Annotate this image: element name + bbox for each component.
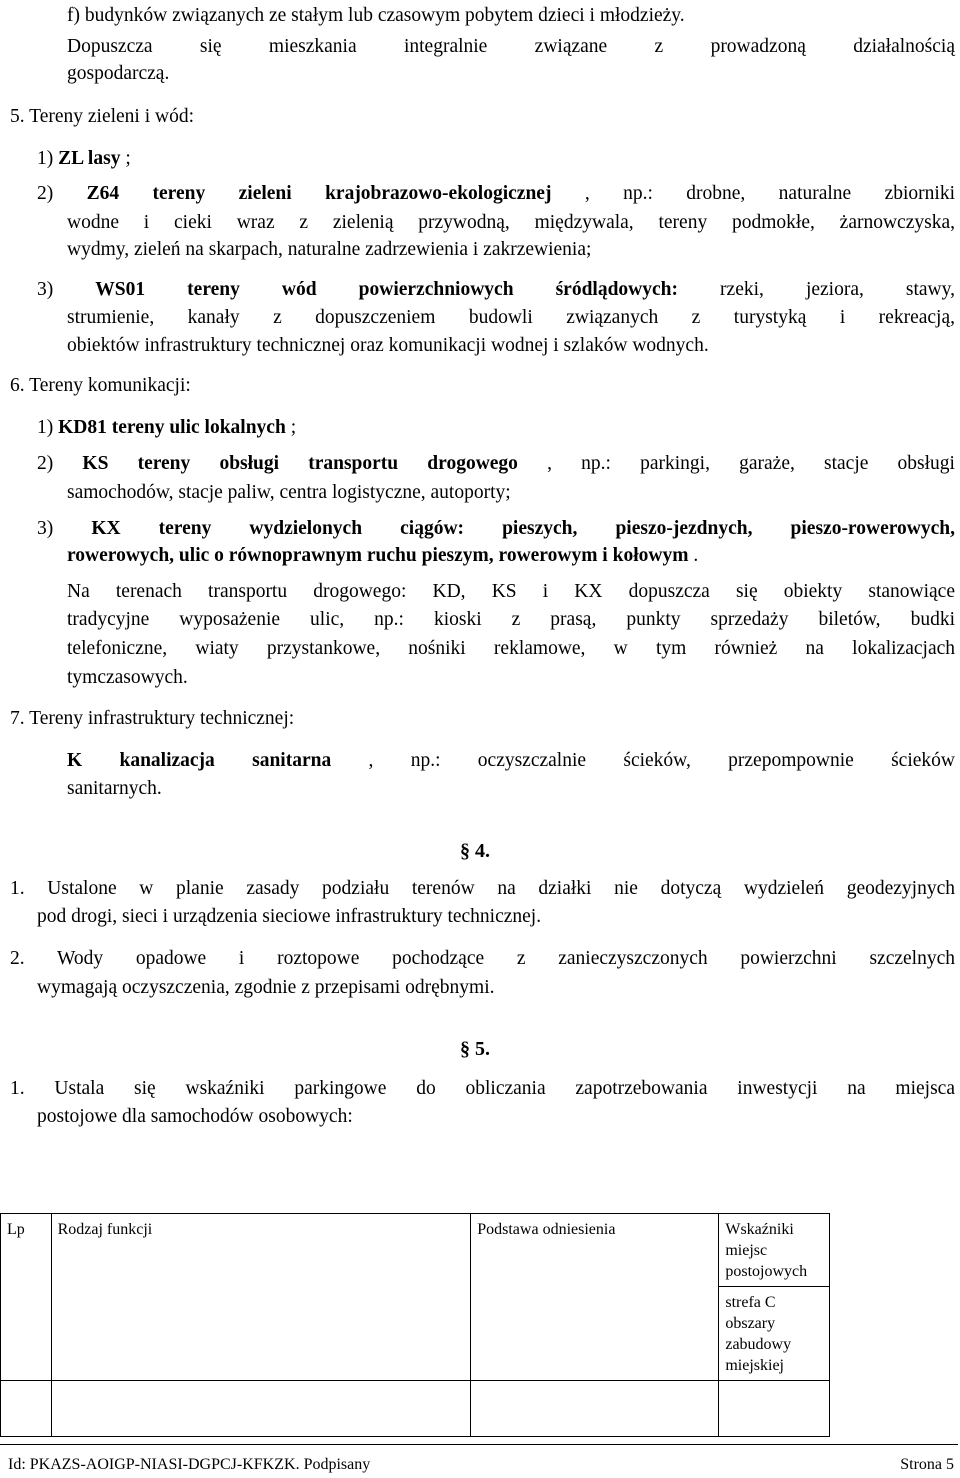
list-item [37,277,955,303]
text-line: Na terenach transportu drogowego: KD, KS i KX dopuszcza się obiekty stanowiące [67,581,955,602]
zone-code: ZL lasy [58,148,121,169]
text-line: 2. Wody opadowe i roztopowe pochodzące z zanieczyszczonych powierzchni szczelnych [10,948,955,969]
list-text: . [688,545,699,566]
text-line [67,543,698,569]
text-line: samochodów, stacje paliw, centra logistyczne, autoporty; [67,482,511,503]
list-item [37,516,955,542]
table-subheader-zone: strefa C obszary zabudowy miejskiej [719,1287,830,1381]
text-line: sanitarnych. [67,778,162,799]
zone-code: K kanalizacja sanitarna [67,750,332,771]
list-item [37,415,296,441]
list-text: , np.: drobne, naturalne zbiorniki [551,183,956,204]
list-text: rzeki, jeziora, stawy, [678,279,956,300]
list-item [67,748,955,774]
list-number: 1) [37,148,59,169]
text-line: 1. Ustala się wskaźniki parkingowe do obliczania zapotrzebowania inwestycji na miejsca [10,1078,955,1099]
zone-code: WS01 tereny wód powierzchniowych śródlądowych: [95,279,679,300]
page-footer [0,1444,958,1477]
list-item [37,451,955,477]
text-line: pod drogi, sieci i urządzenia sieciowe infrastruktury technicznej. [37,906,542,927]
table-empty-cell [830,1214,958,1381]
list-number: 2) [37,183,87,204]
text-line: obiektów infrastruktury technicznej oraz komunikacji wodnej i szlaków wodnych. [67,335,709,356]
table-cell [719,1381,830,1437]
table-cell [471,1381,719,1437]
text-line: tradycyjne wyposażenie ulic, np.: kioski z prasą, punkty sprzedaży biletów, budki [67,609,955,630]
text-line: wydmy, zieleń na skarpach, naturalne zadrzewienia i zakrzewienia; [67,239,592,260]
bold-text: rowerowych, ulic o równoprawnym ruchu pieszym, rowerowym i kołowym [67,545,689,566]
text-line: Dopuszcza się mieszkania integralnie związane z prowadzoną działalnością [67,36,955,57]
section-heading: 6. Tereny komunikacji: [10,375,191,396]
list-number: 2) [37,453,83,474]
section-heading: 5. Tereny zieleni i wód: [10,106,195,127]
text-line: wymagają oczyszczenia, zgodnie z przepisami odrębnymi. [37,977,495,998]
text-line: gospodarczą. [67,63,170,84]
list-number: 3) [37,518,92,539]
list-text: , np.: parkingi, garaże, stacje obsługi [517,453,955,474]
table-row [1,1381,959,1437]
paragraph-heading: § 5. [460,1038,490,1060]
paragraph-heading: § 4. [460,840,490,862]
table-empty-cell [830,1381,958,1437]
section-heading: 7. Tereny infrastruktury technicznej: [10,708,295,729]
text-line: f) budynków związanych ze stałym lub czasowym pobytem dzieci i młodzieży. [67,5,685,26]
list-number: 1) [37,417,59,438]
list-text: ; [120,148,131,169]
table-header-function: Rodzaj funkcji [51,1214,471,1381]
zone-code: KX tereny wydzielonych ciągów: pieszych, pieszo-jezdnych, pieszo-rowerowych, [91,518,955,539]
table-header-lp: Lp [1,1214,52,1381]
list-text: ; [285,417,297,438]
list-text: , np.: oczyszczalnie ścieków, przepompownie ścieków [331,750,955,771]
list-number: 3) [37,279,96,300]
table-header-basis: Podstawa odniesienia [471,1214,719,1381]
zone-code: Z64 tereny zieleni krajobrazowo-ekologicznej [86,183,552,204]
table-cell [1,1381,52,1437]
table-header-indicators: Wskaźniki miejsc postojowych [719,1214,830,1287]
document-id: Id: PKAZS-AOIGP-NIASI-DGPCJ-KFKZK. Podpisany [8,1456,371,1473]
zone-code: KS tereny obsługi transportu drogowego [82,453,518,474]
text-line: tymczasowych. [67,667,188,688]
text-line: strumienie, kanały z dopuszczeniem budowli związanych z turystyką i rekreacją, [67,307,955,328]
parking-table [0,1213,958,1437]
table-cell [51,1381,471,1437]
list-item [37,181,955,207]
text-line: telefoniczne, wiaty przystankowe, nośniki reklamowe, w tym również na lokalizacjach [67,638,955,659]
text-line: postojowe dla samochodów osobowych: [37,1106,353,1127]
list-item [37,146,131,172]
table-header-row [1,1214,959,1287]
text-line: wodne i cieki wraz z zielenią przywodną, międzywala, tereny podmokłe, żarnowczyska, [67,212,955,233]
text-line: 1. Ustalone w planie zasady podziału terenów na działki nie dotyczą wydzieleń geodezyjnych [10,878,955,899]
page-number: Strona 5 [900,1456,954,1473]
zone-code: KD81 tereny ulic lokalnych [58,417,286,438]
